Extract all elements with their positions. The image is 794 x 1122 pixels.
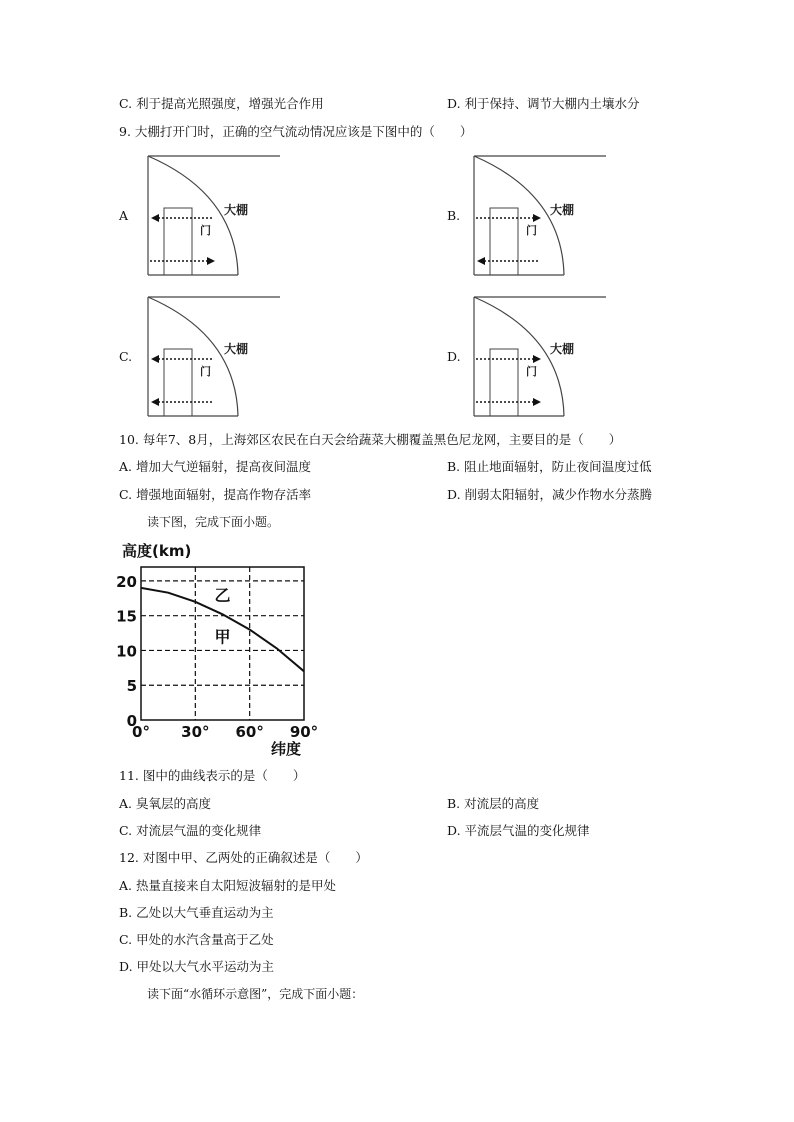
q10-stem: 10. 每年7、8月，上海郊区农民在白天会给蔬菜大棚覆盖黑色尼龙网，主要目的是（ ） bbox=[119, 432, 622, 447]
q9-stem: 9. 大棚打开门时，正确的空气流动情况应该是下图中的（ ） bbox=[119, 124, 473, 139]
chart-annotation-label: 甲 bbox=[214, 627, 231, 647]
q11-option-d: D. 平流层气温的变化规律 bbox=[447, 823, 590, 838]
q10-option-c: C. 增强地面辐射，提高作物存活率 bbox=[119, 487, 312, 502]
door-label: 门 bbox=[200, 365, 211, 378]
q11-option-a: A. 臭氧层的高度 bbox=[119, 796, 211, 811]
shed-label: 大棚 bbox=[550, 203, 575, 217]
q11-stem: 11. 图中的曲线表示的是（ ） bbox=[119, 768, 306, 783]
shed-label: 大棚 bbox=[224, 203, 249, 217]
q12-stem: 12. 对图中甲、乙两处的正确叙述是（ ） bbox=[119, 850, 368, 865]
q9-figure-a bbox=[146, 154, 282, 278]
x-tick-label: 60° bbox=[235, 723, 264, 741]
q11-option-b: B. 对流层的高度 bbox=[447, 796, 540, 811]
y-tick-label: 10 bbox=[116, 642, 137, 661]
shed-arc bbox=[474, 297, 564, 416]
q9-option-b-label: B. bbox=[447, 208, 461, 223]
q9-option-a-label: A bbox=[119, 208, 129, 223]
altitude-latitude-chart bbox=[110, 538, 330, 760]
q10-option-b: B. 阻止地面辐射，防止夜间温度过低 bbox=[447, 459, 652, 474]
y-tick-label: 20 bbox=[116, 572, 137, 591]
q9-option-d-label: D. bbox=[447, 349, 461, 364]
q12-option-a: A. 热量直接来自太阳短波辐射的是甲处 bbox=[119, 878, 336, 893]
x-tick-label: 0° bbox=[132, 723, 150, 741]
instruction-water-cycle: 读下面“水循环示意图”，完成下面小题： bbox=[147, 987, 364, 1001]
q12-option-b: B. 乙处以大气垂直运动为主 bbox=[119, 905, 274, 920]
q9-figure-c bbox=[146, 295, 282, 419]
chart-y-ticks bbox=[116, 573, 137, 730]
y-tick-label: 5 bbox=[126, 677, 137, 696]
chart-ylabel: 高度(km) bbox=[122, 542, 192, 560]
chart-xlabel: 纬度 bbox=[270, 740, 302, 758]
y-tick-label: 0 bbox=[126, 712, 137, 730]
door-label: 门 bbox=[200, 224, 211, 237]
q9-figure-d bbox=[472, 295, 608, 419]
q10-option-a: A. 增加大气逆辐射，提高夜间温度 bbox=[119, 459, 311, 474]
q10-option-d: D. 削弱太阳辐射，减少作物水分蒸腾 bbox=[447, 487, 653, 502]
shed-label: 大棚 bbox=[224, 342, 249, 356]
instruction-read-figure: 读下图，完成下面小题。 bbox=[147, 515, 280, 529]
y-tick-label: 15 bbox=[116, 607, 137, 626]
q12-option-d: D. 甲处以大气水平运动为主 bbox=[119, 959, 275, 974]
chart-x-ticks bbox=[132, 723, 318, 741]
shed-label: 大棚 bbox=[550, 342, 575, 356]
x-tick-label: 30° bbox=[181, 723, 210, 741]
door-label: 门 bbox=[526, 224, 537, 237]
q8-option-c: C. 利于提高光照强度，增强光合作用 bbox=[119, 96, 324, 111]
q9-figure-b bbox=[472, 154, 608, 278]
chart-annotation-label: 乙 bbox=[214, 585, 231, 605]
q8-option-d: D. 利于保持、调节大棚内土壤水分 bbox=[447, 96, 640, 111]
door-label: 门 bbox=[526, 365, 537, 378]
q12-option-c: C. 甲处的水汽含量高于乙处 bbox=[119, 932, 274, 947]
shed-arc bbox=[148, 297, 238, 416]
q11-option-c: C. 对流层气温的变化规律 bbox=[119, 823, 262, 838]
q9-option-c-label: C. bbox=[119, 349, 133, 364]
x-tick-label: 90° bbox=[289, 723, 319, 741]
